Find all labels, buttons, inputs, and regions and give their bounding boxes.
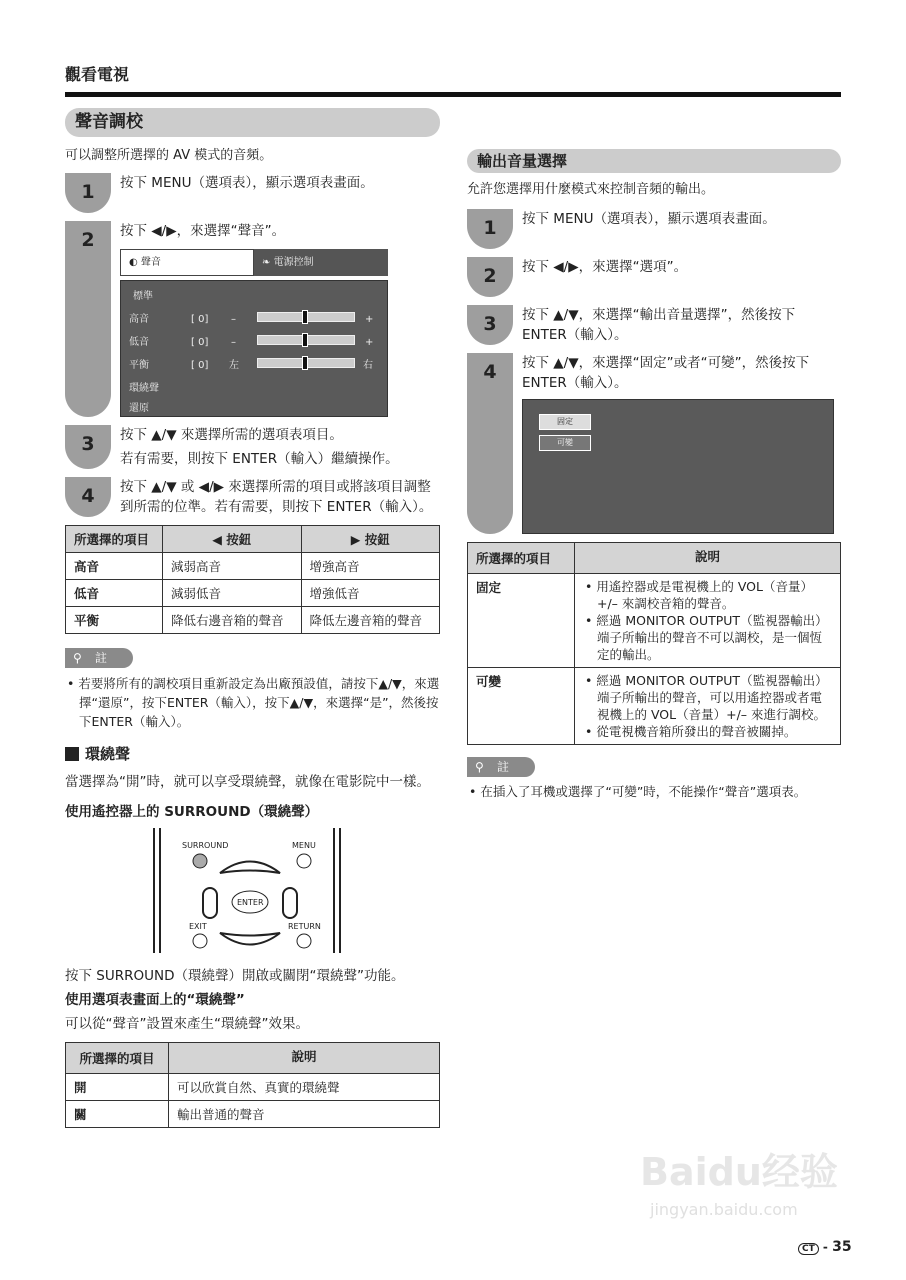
- step-3: [65, 425, 440, 469]
- header-rule: [65, 92, 841, 97]
- step-1: [65, 173, 440, 213]
- sound-osd: [120, 249, 388, 417]
- step-1-text: 按下 MENU（選項表），顯示選項表畫面。: [120, 175, 374, 191]
- section-title-output: 輸出音量選擇: [467, 149, 841, 173]
- bass-slider[interactable]: [257, 335, 355, 345]
- table-row: 固定 • 用遙控器或是電視機上的 VOL（音量）+/– 來調校音箱的聲音。 • 經過 MONITOR OUTPUT（監視器輸出）端子所輸出的聲音不可以調校，是一個恆定的輸出。: [468, 574, 841, 668]
- right-step-3: [467, 305, 841, 345]
- down-button[interactable]: [220, 933, 280, 945]
- menu-label: MENU: [292, 841, 316, 850]
- step-4-text: 按下 ▲/▼ 或 ◀/▶ 來選擇所需的項目或將該項目調整到所需的位準。若有需要，則按下 ENTER（輸入）。: [120, 479, 433, 515]
- output-table: 所選擇的項目 說明 固定 • 用遙控器或是電視機上的 VOL（音量）+/– 來調校音箱的聲音。 • 經過 MONITOR OUTPUT（監視器輸出）端子所輸出的聲音不可以調校，是一個恆定的輸出。 可變 • 經過 MONITOR OUTPUT（監視器輸出）端子所輸出的聲音，可以用遙控器或者電視機上的 VOL（音量）+/– 來進行調校。 • 從電視機音箱所發出的聲音被關掉。: [467, 542, 841, 745]
- osd-item-reset[interactable]: 還原: [129, 403, 149, 414]
- paperclip-icon: ⚲: [475, 760, 484, 774]
- osd-row-bass[interactable]: 低音 [ 0] – +: [129, 333, 384, 349]
- sound-adjust-table: 所選擇的項目 ◀ 按鈕 ▶ 按鈕 高音 減弱高音 增強高音 低音 減弱低音 增強低音 平衡 降低右邊音箱的聲音 降低左邊音箱的聲音: [65, 525, 440, 634]
- table-row: 高音 減弱高音 增強高音: [66, 553, 440, 580]
- table-row: 開 可以欣賞自然、真實的環繞聲: [66, 1074, 440, 1101]
- section-title-sound: 聲音調校: [65, 108, 440, 137]
- surround-button[interactable]: [193, 854, 207, 868]
- step-2: [65, 221, 440, 417]
- right-note-text: • 在插入了耳機或選擇了“可變”時，不能操作“聲音”選項表。: [469, 784, 807, 799]
- slider-knob[interactable]: [302, 333, 308, 347]
- right-step-2-tab: 2: [467, 257, 513, 297]
- exit-label: EXIT: [189, 922, 207, 931]
- watermark-url: jingyan.baidu.com: [650, 1200, 798, 1219]
- menu-heading: 使用選項表畫面上的“環繞聲”: [65, 992, 245, 1008]
- slider-knob[interactable]: [302, 356, 308, 370]
- remote-heading: 使用遙控器上的 SURROUND（環繞聲）: [65, 804, 319, 820]
- slider-knob[interactable]: [302, 310, 308, 324]
- sound-intro: 可以調整所選擇的 AV 模式的音頻。: [65, 148, 273, 163]
- osd-option-variable[interactable]: 可變: [539, 435, 591, 451]
- right-button[interactable]: [283, 888, 297, 918]
- menu-text: 可以從“聲音”設置來產生“環繞聲”效果。: [65, 1016, 309, 1032]
- language-badge: CT: [798, 1243, 819, 1255]
- right-step-1-text: 按下 MENU（選項表），顯示選項表畫面。: [522, 211, 776, 227]
- surround-text: 當選擇為“開”時，就可以享受環繞聲，就像在電影院中一樣。: [65, 774, 430, 790]
- watermark-logo: Baidu经验: [640, 1150, 838, 1194]
- square-bullet-icon: [65, 747, 79, 761]
- right-step-1: [467, 209, 841, 249]
- exit-button[interactable]: [193, 934, 207, 948]
- remote-text: 按下 SURROUND（環繞聲）開啟或關閉“環繞聲”功能。: [65, 968, 405, 984]
- enter-label: ENTER: [237, 898, 264, 907]
- osd-mode: 標準: [133, 291, 153, 302]
- osd-panel: [120, 280, 388, 417]
- table-row: 關 輸出普通的聲音: [66, 1101, 440, 1128]
- osd-option-fixed[interactable]: 固定: [539, 414, 591, 430]
- left-button[interactable]: [203, 888, 217, 918]
- balance-slider[interactable]: [257, 358, 355, 368]
- right-step-2-text: 按下 ◀/▶，來選擇“選項”。: [522, 259, 688, 275]
- osd-item-surround[interactable]: 環繞聲: [129, 383, 159, 394]
- osd-row-balance[interactable]: 平衡 [ 0] 左 右: [129, 356, 384, 372]
- step-3-text: 按下 ▲/▼ 來選擇所需的選項表項目。: [120, 427, 343, 443]
- step-4: [65, 477, 440, 517]
- right-step-4-text: 按下 ▲/▼，來選擇“固定”或者“可變”，然後按下 ENTER（輸入）。: [522, 355, 810, 391]
- surround-table: 所選擇的項目 說明 開 可以欣賞自然、真實的環繞聲 關 輸出普通的聲音: [65, 1042, 440, 1128]
- treble-slider[interactable]: [257, 312, 355, 322]
- step-2-text: 按下 ◀/▶，來選擇“聲音”。: [120, 223, 286, 239]
- leaf-icon: ❧: [262, 257, 271, 268]
- step-4-tab: 4: [65, 477, 111, 517]
- left-column: [65, 108, 440, 1128]
- right-step-3-tab: 3: [467, 305, 513, 345]
- speaker-icon: ◐: [129, 257, 138, 268]
- right-step-4-tab: 4: [467, 353, 513, 534]
- table-row: 低音 減弱低音 增強低音: [66, 580, 440, 607]
- surround-heading: 環繞聲: [65, 743, 440, 764]
- remote-diagram: [150, 828, 350, 956]
- step-3-tab: 3: [65, 425, 111, 469]
- paperclip-icon: ⚲: [73, 651, 82, 665]
- up-button[interactable]: [220, 862, 280, 874]
- right-column: [467, 149, 841, 801]
- right-note-badge: ⚲ 註: [467, 757, 535, 777]
- page-header: 觀看電視: [65, 65, 130, 84]
- step-3-text2: 若有需要，則按下 ENTER（輸入）繼續操作。: [120, 451, 399, 467]
- note-text: • 若要將所有的調校項目重新設定為出廠預設值，請按下▲/▼，來選擇“還原”，按下ENTER（輸入），按下▲/▼，來選擇“是”，然後按下ENTER（輸入）。: [67, 676, 440, 729]
- right-step-1-tab: 1: [467, 209, 513, 249]
- osd-row-treble[interactable]: 高音 [ 0] – +: [129, 310, 384, 326]
- page-number-value: 35: [832, 1239, 852, 1255]
- table-row: 平衡 降低右邊音箱的聲音 降低左邊音箱的聲音: [66, 607, 440, 634]
- right-step-3-text: 按下 ▲/▼，來選擇“輸出音量選擇”，然後按下 ENTER（輸入）。: [522, 307, 796, 343]
- right-step-2: [467, 257, 841, 297]
- osd-tab-sound-label: 聲音: [140, 257, 161, 268]
- return-button[interactable]: [297, 934, 311, 948]
- osd-tab-power[interactable]: [254, 249, 388, 276]
- menu-button[interactable]: [297, 854, 311, 868]
- note-badge: ⚲ 註: [65, 648, 133, 668]
- step-2-tab: 2: [65, 221, 111, 417]
- table-row: 可變 • 經過 MONITOR OUTPUT（監視器輸出）端子所輸出的聲音，可以用遙控器或者電視機上的 VOL（音量）+/– 來進行調校。 • 從電視機音箱所發出的聲音被關掉。: [468, 668, 841, 745]
- osd-tab-power-label: 電源控制: [273, 257, 314, 268]
- osd-tab-sound[interactable]: [120, 249, 254, 276]
- page-number: CT - 35: [798, 1238, 852, 1258]
- output-osd: [522, 399, 834, 534]
- return-label: RETURN: [288, 922, 321, 931]
- right-step-4: [467, 353, 841, 534]
- step-1-tab: 1: [65, 173, 111, 213]
- surround-label: SURROUND: [182, 841, 229, 850]
- output-intro: 允許您選擇用什麼模式來控制音頻的輸出。: [467, 182, 715, 197]
